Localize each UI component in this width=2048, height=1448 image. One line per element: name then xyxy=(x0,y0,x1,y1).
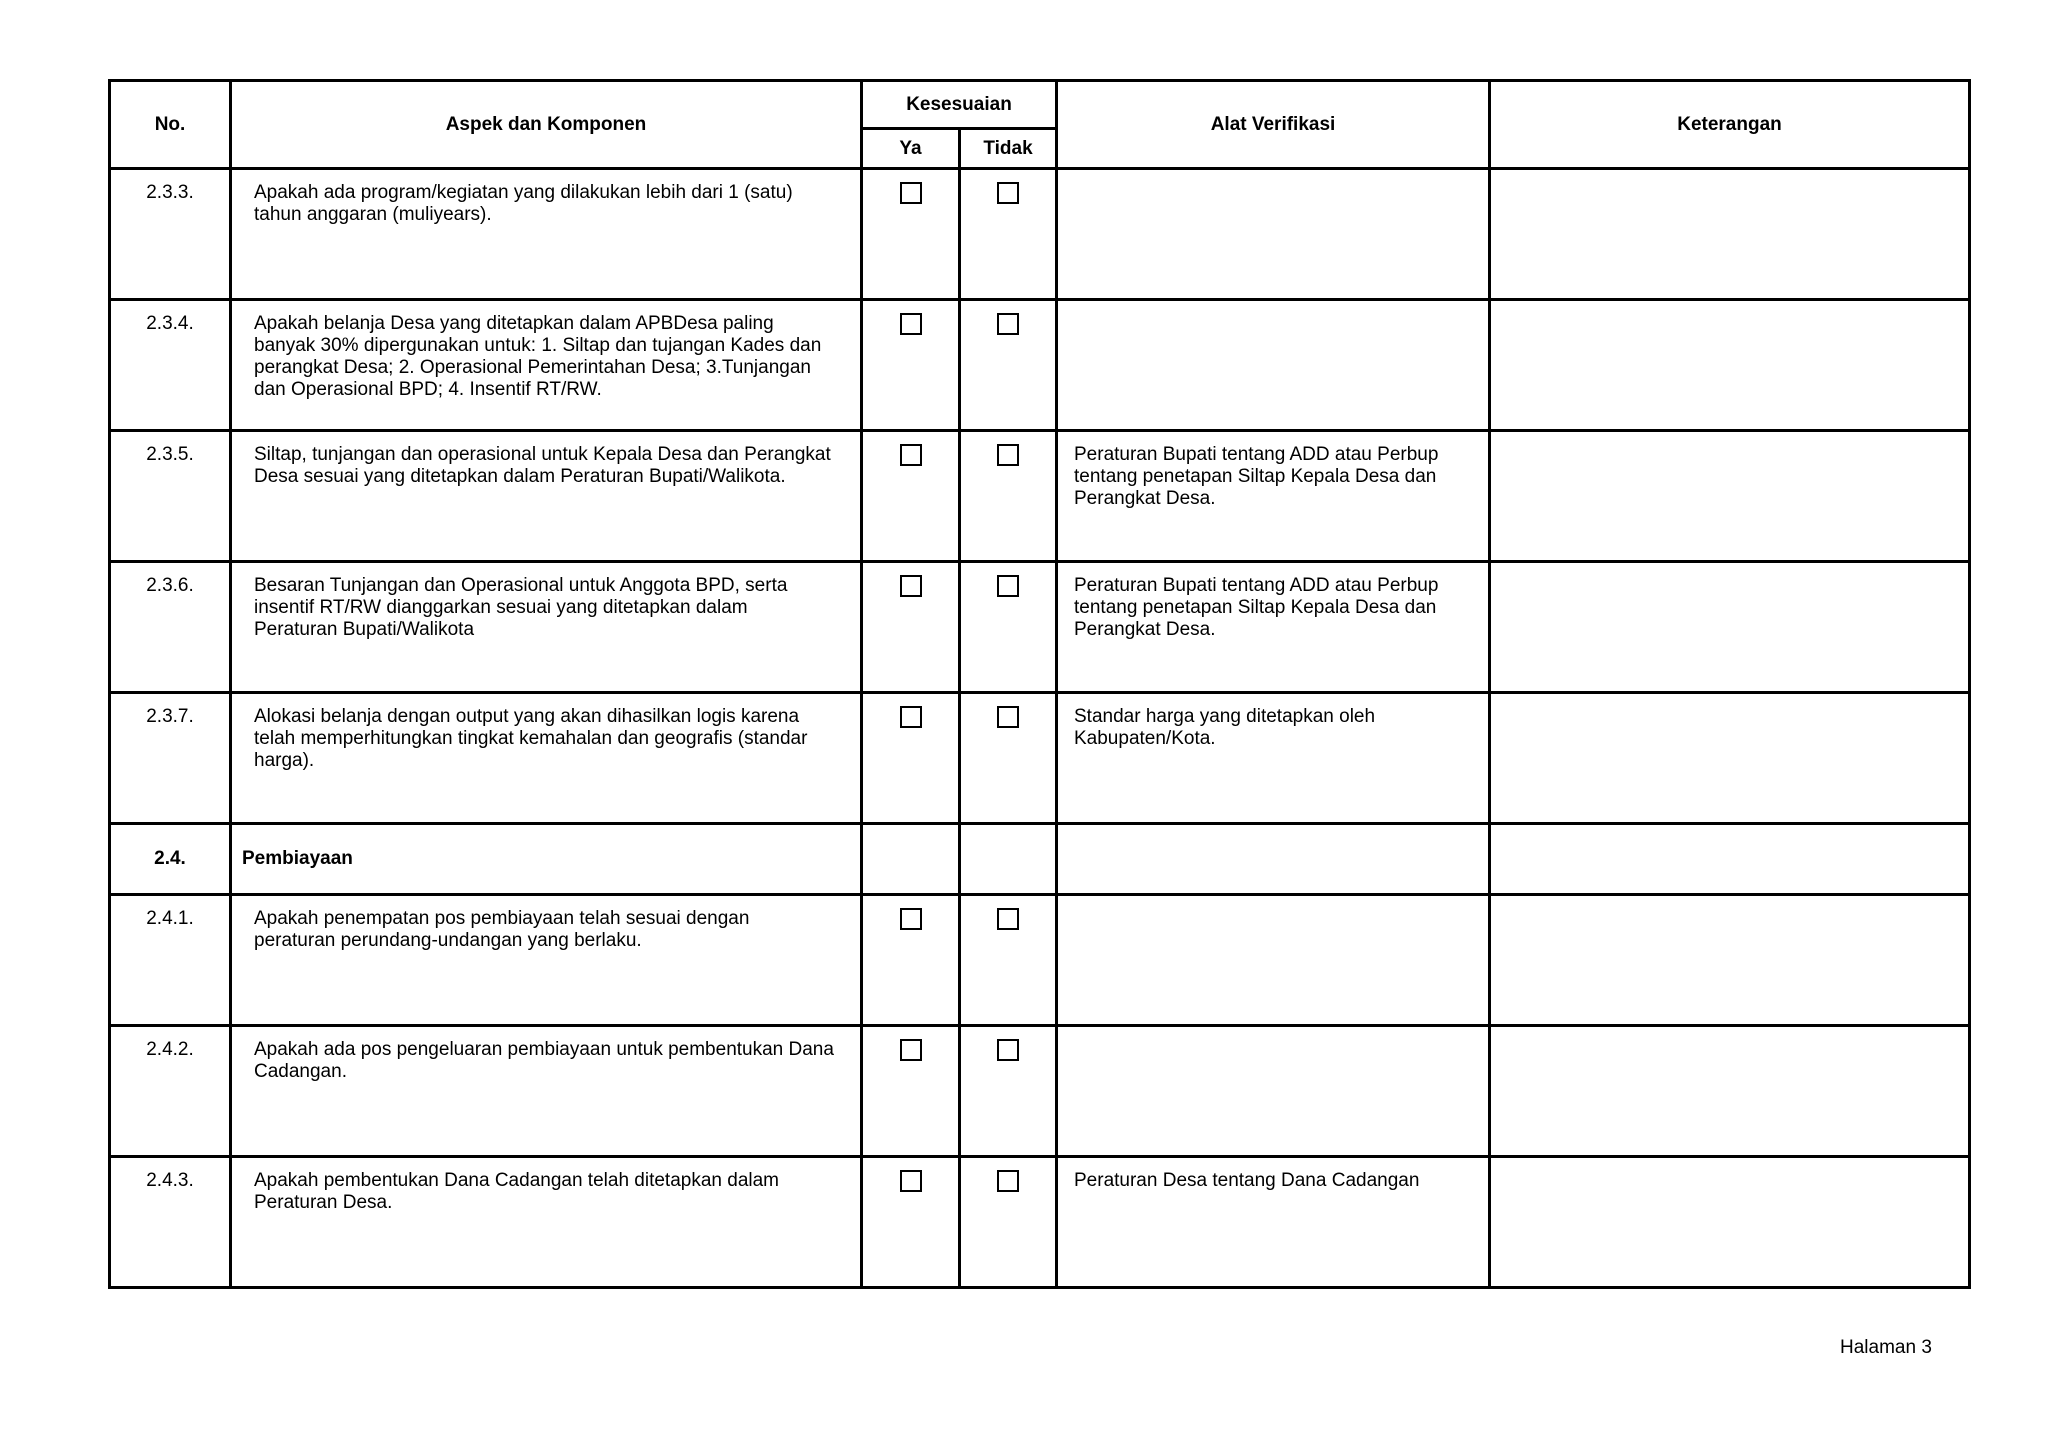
cell-tidak xyxy=(960,824,1057,895)
alat-verifikasi-text xyxy=(1057,1026,1490,1157)
header-no: No. xyxy=(110,81,231,169)
cell-ya xyxy=(862,1157,960,1288)
table-row xyxy=(110,300,1970,431)
row-number: 2.4.3. xyxy=(110,1157,231,1288)
header-kesesuaian: Kesesuaian xyxy=(862,81,1057,129)
aspek-text: Apakah pembentukan Dana Cadangan telah ditetapkan dalam Peraturan Desa. xyxy=(231,1157,862,1288)
table-body xyxy=(110,169,1970,1288)
table-row xyxy=(110,431,1970,562)
keterangan-cell xyxy=(1490,895,1970,1026)
checkbox-ya[interactable] xyxy=(900,313,922,335)
checkbox-ya[interactable] xyxy=(900,908,922,930)
alat-verifikasi-text xyxy=(1057,824,1490,895)
checkbox-ya[interactable] xyxy=(900,1170,922,1192)
aspek-text: Apakah ada program/kegiatan yang dilakukan lebih dari 1 (satu) tahun anggaran (muliyears). xyxy=(231,169,862,300)
alat-verifikasi-text: Standar harga yang ditetapkan oleh Kabupaten/Kota. xyxy=(1057,693,1490,824)
row-number: 2.3.3. xyxy=(110,169,231,300)
table-row xyxy=(110,1026,1970,1157)
checklist-table xyxy=(108,79,1971,1289)
cell-tidak xyxy=(960,693,1057,824)
checkbox-ya[interactable] xyxy=(900,182,922,204)
row-number: 2.3.4. xyxy=(110,300,231,431)
table-row xyxy=(110,562,1970,693)
keterangan-cell xyxy=(1490,169,1970,300)
checkbox-tidak[interactable] xyxy=(997,908,1019,930)
header-tidak: Tidak xyxy=(960,129,1057,169)
checkbox-tidak[interactable] xyxy=(997,1039,1019,1061)
cell-tidak xyxy=(960,895,1057,1026)
header-alat-verifikasi: Alat Verifikasi xyxy=(1057,81,1490,169)
keterangan-cell xyxy=(1490,1157,1970,1288)
header-ya: Ya xyxy=(862,129,960,169)
checkbox-tidak[interactable] xyxy=(997,1170,1019,1192)
checkbox-ya[interactable] xyxy=(900,1039,922,1061)
aspek-text: Alokasi belanja dengan output yang akan dihasilkan logis karena telah memperhitungkan tingkat kemahalan dan geografis (standar harga). xyxy=(231,693,862,824)
checkbox-ya[interactable] xyxy=(900,706,922,728)
alat-verifikasi-text xyxy=(1057,300,1490,431)
cell-ya xyxy=(862,169,960,300)
alat-verifikasi-text xyxy=(1057,169,1490,300)
checkbox-tidak[interactable] xyxy=(997,444,1019,466)
alat-verifikasi-text: Peraturan Desa tentang Dana Cadangan xyxy=(1057,1157,1490,1288)
cell-ya xyxy=(862,1026,960,1157)
aspek-text: Apakah belanja Desa yang ditetapkan dalam APBDesa paling banyak 30% dipergunakan untuk: 1. Siltap dan tujangan Kades dan perangkat Desa; 2. Operasional Pemerintahan Desa; 3.Tunjangan dan Operasional BPD; 4. Insentif RT/RW. xyxy=(231,300,862,431)
keterangan-cell xyxy=(1490,562,1970,693)
row-number: 2.4. xyxy=(110,824,231,895)
alat-verifikasi-text xyxy=(1057,895,1490,1026)
cell-ya xyxy=(862,431,960,562)
cell-ya xyxy=(862,300,960,431)
row-number: 2.3.7. xyxy=(110,693,231,824)
cell-tidak xyxy=(960,1026,1057,1157)
keterangan-cell xyxy=(1490,1026,1970,1157)
table-row xyxy=(110,895,1970,1026)
row-number: 2.4.2. xyxy=(110,1026,231,1157)
table-row xyxy=(110,1157,1970,1288)
keterangan-cell xyxy=(1490,431,1970,562)
page-number: Halaman 3 xyxy=(1840,1337,1932,1358)
cell-tidak xyxy=(960,300,1057,431)
table-row xyxy=(110,693,1970,824)
section-row xyxy=(110,824,1970,895)
cell-ya xyxy=(862,562,960,693)
keterangan-cell xyxy=(1490,693,1970,824)
cell-ya xyxy=(862,824,960,895)
row-number: 2.3.5. xyxy=(110,431,231,562)
header-aspek: Aspek dan Komponen xyxy=(231,81,862,169)
table-row xyxy=(110,169,1970,300)
aspek-text: Apakah penempatan pos pembiayaan telah sesuai dengan peraturan perundang-undangan yang berlaku. xyxy=(231,895,862,1026)
checkbox-tidak[interactable] xyxy=(997,575,1019,597)
checkbox-tidak[interactable] xyxy=(997,182,1019,204)
cell-ya xyxy=(862,693,960,824)
aspek-text: Besaran Tunjangan dan Operasional untuk Anggota BPD, serta insentif RT/RW dianggarkan sesuai yang ditetapkan dalam Peraturan Bupati/Walikota xyxy=(231,562,862,693)
row-number: 2.3.6. xyxy=(110,562,231,693)
cell-tidak xyxy=(960,431,1057,562)
keterangan-cell xyxy=(1490,824,1970,895)
checkbox-ya[interactable] xyxy=(900,575,922,597)
row-number: 2.4.1. xyxy=(110,895,231,1026)
checkbox-ya[interactable] xyxy=(900,444,922,466)
cell-tidak xyxy=(960,562,1057,693)
checkbox-tidak[interactable] xyxy=(997,313,1019,335)
alat-verifikasi-text: Peraturan Bupati tentang ADD atau Perbup tentang penetapan Siltap Kepala Desa dan Perangkat Desa. xyxy=(1057,431,1490,562)
cell-tidak xyxy=(960,1157,1057,1288)
keterangan-cell xyxy=(1490,300,1970,431)
cell-ya xyxy=(862,895,960,1026)
section-title: Pembiayaan xyxy=(231,824,862,895)
header-keterangan: Keterangan xyxy=(1490,81,1970,169)
aspek-text: Siltap, tunjangan dan operasional untuk Kepala Desa dan Perangkat Desa sesuai yang ditetapkan dalam Peraturan Bupati/Walikota. xyxy=(231,431,862,562)
checkbox-tidak[interactable] xyxy=(997,706,1019,728)
cell-tidak xyxy=(960,169,1057,300)
aspek-text: Apakah ada pos pengeluaran pembiayaan untuk pembentukan Dana Cadangan. xyxy=(231,1026,862,1157)
alat-verifikasi-text: Peraturan Bupati tentang ADD atau Perbup tentang penetapan Siltap Kepala Desa dan Perangkat Desa. xyxy=(1057,562,1490,693)
